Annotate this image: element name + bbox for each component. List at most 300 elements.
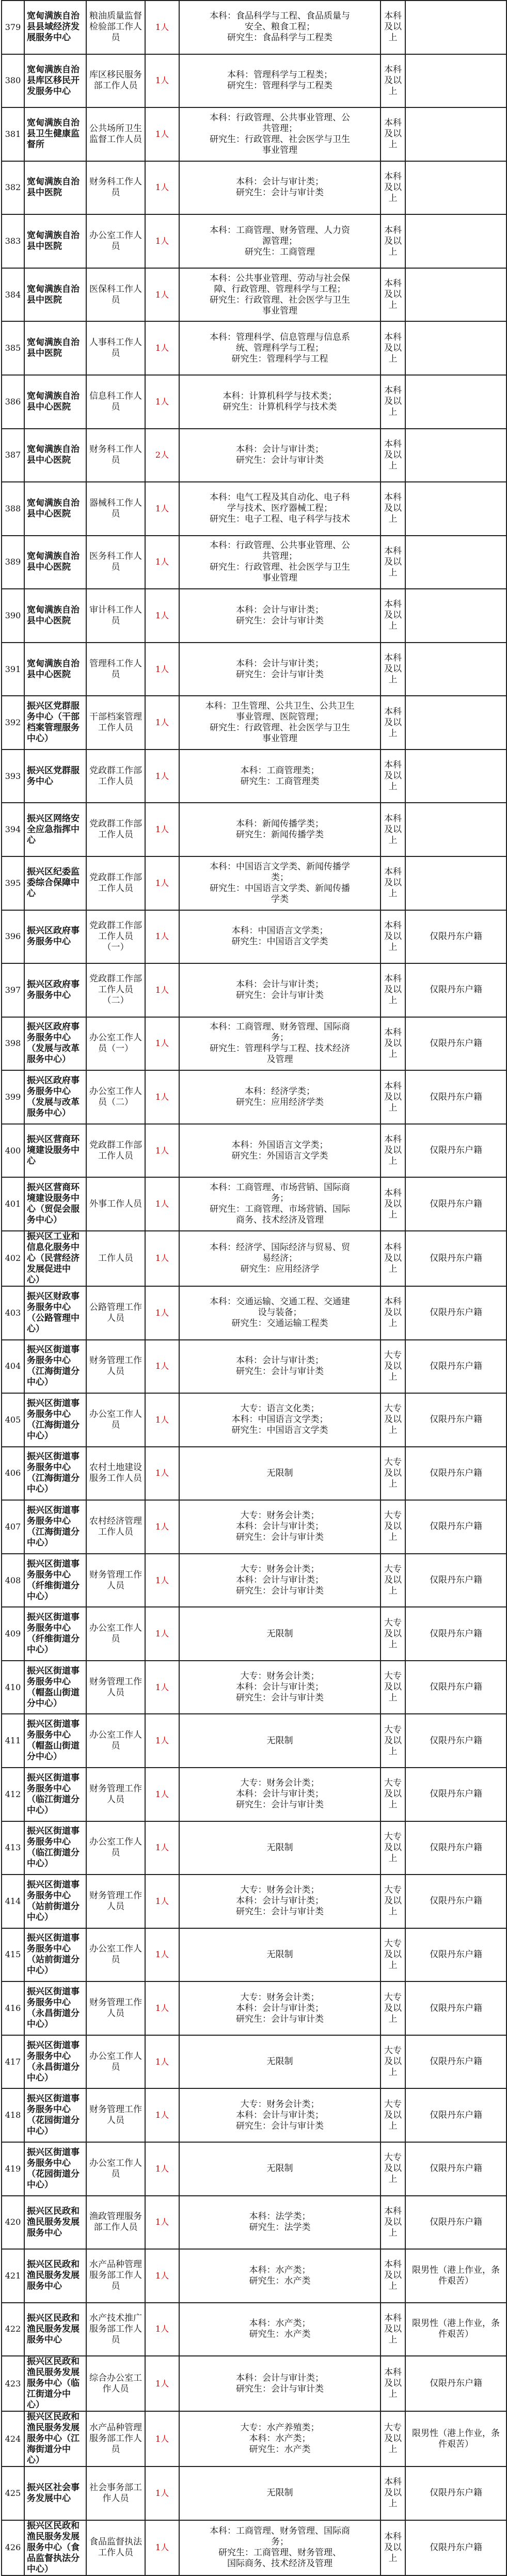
major-requirement <box>179 268 381 322</box>
major-line: 研究生：行政管理、社会医学与卫生 <box>210 294 350 305</box>
education-level: 大专及以上 <box>381 1821 405 1875</box>
row-index: 424 <box>2 2411 24 2466</box>
remarks <box>405 268 506 322</box>
remarks <box>405 321 506 375</box>
hire-count: 1人 <box>145 107 179 161</box>
remarks <box>405 214 506 268</box>
row-index: 404 <box>2 1340 24 1394</box>
table-row <box>2 161 506 215</box>
employer-unit: 振兴区街道事务服务中心（永昌街道分中心） <box>24 1981 86 2035</box>
education-level: 本科及以上 <box>381 107 405 161</box>
major-line: 研究生：法学类 <box>249 2222 311 2233</box>
major-line: 本科：工商管理、财务管理、国际商 <box>210 1022 350 1033</box>
position-name: 水产技术推广服务部工作人员 <box>86 2303 145 2356</box>
education-level: 大专及以上 <box>381 2411 405 2466</box>
education-level: 大专及以上 <box>381 2142 405 2196</box>
major-line: 研究生：食品科学与工程类 <box>227 33 332 43</box>
hire-count: 1人 <box>145 1928 179 1982</box>
employer-unit: 振兴区街道事务服务中心（站前街道分中心） <box>24 1875 86 1928</box>
row-index: 399 <box>2 1070 24 1124</box>
remarks: 仅限丹东户籍 <box>405 2356 506 2411</box>
position-name: 工作人员 <box>86 1231 145 1286</box>
remarks: 仅限丹东户籍 <box>405 2196 506 2250</box>
remarks: 仅限丹东户籍 <box>405 1928 506 1982</box>
major-line: 研究生：行政管理、社会医学与卫生 <box>210 134 350 145</box>
major-requirement <box>179 1231 381 1286</box>
position-name: 食品监督执法工作人员 <box>86 2520 145 2575</box>
major-requirement <box>179 2196 381 2250</box>
remarks: 仅限丹东户籍 <box>405 1981 506 2035</box>
major-line: 本科：工商管理、市场营销、国际商 <box>210 1182 350 1193</box>
major-line: 无限制 <box>266 2163 293 2174</box>
employer-unit: 振兴区街道事务服务中心（永昌街道分中心） <box>24 2035 86 2089</box>
employer-unit: 振兴区街道事务服务中心（帽盔山街道分中心） <box>24 1714 86 1768</box>
education-level: 本科及以上 <box>381 268 405 322</box>
remarks <box>405 750 506 803</box>
employer-unit: 宽甸满族自治县中心医院 <box>24 429 86 482</box>
major-line: 学类 <box>271 894 289 904</box>
row-index: 401 <box>2 1177 24 1231</box>
table-row <box>2 2303 506 2356</box>
employer-unit: 振兴区街道事务服务中心（临江街道分中心） <box>24 1768 86 1821</box>
remarks: 限男性（港上作业，条件艰苦） <box>405 2411 506 2466</box>
table-row <box>2 2356 506 2411</box>
major-line: 安全、粮食工程； <box>245 22 315 33</box>
major-line: 本科：会计与审计类； <box>236 1789 324 1800</box>
major-requirement <box>179 2303 381 2356</box>
education-level: 大专及以上 <box>381 1928 405 1982</box>
remarks: 仅限丹东户籍 <box>405 1393 506 1447</box>
major-line: 本科：行政管理、公共事业管理、公 <box>210 112 350 123</box>
major-requirement <box>179 910 381 964</box>
row-index: 388 <box>2 482 24 536</box>
major-line: 研究生：会计与审计类 <box>236 188 324 198</box>
major-line: 本科：经济学、国际经济与贸易、贸 <box>210 1242 350 1253</box>
row-index: 391 <box>2 643 24 696</box>
employer-unit: 振兴区民政和渔民服务发展服务中心 <box>24 2303 86 2356</box>
major-requirement <box>179 1017 381 1071</box>
hire-count: 1人 <box>145 268 179 322</box>
hire-count: 1人 <box>145 856 179 910</box>
major-line: 本科：水产类； <box>249 2318 311 2329</box>
major-line: 大专：语言文化类； <box>240 1403 320 1414</box>
position-name: 财务管理工作人员 <box>86 1554 145 1607</box>
position-name: 办公室工作人员 <box>86 1714 145 1768</box>
row-index: 413 <box>2 1821 24 1875</box>
position-name: 党政群工作部工作人员 <box>86 803 145 856</box>
major-requirement <box>179 696 381 750</box>
table-row <box>2 589 506 643</box>
remarks: 仅限丹东户籍 <box>405 1286 506 1340</box>
major-line: 研究生：会计与审计类 <box>236 1693 324 1704</box>
major-requirement <box>179 1928 381 1982</box>
major-line: 源管理； <box>262 236 297 246</box>
position-name: 办公室工作人员（一） <box>86 1017 145 1071</box>
table-row <box>2 1070 506 1124</box>
position-name: 办公室工作人员 <box>86 2035 145 2089</box>
row-index: 421 <box>2 2249 24 2303</box>
major-line: 障、行政管理、管理科学与工程； <box>214 284 346 294</box>
position-name: 党政群工作部工作人员 <box>86 856 145 910</box>
employer-unit: 振兴区工业和信息化服务中心（民营经济发展促进中心） <box>24 1231 86 1286</box>
major-line: 研究生：中国语言文学类 <box>231 936 328 947</box>
remarks: 仅限丹东户籍 <box>405 2088 506 2142</box>
major-line: 事业管理 <box>262 573 297 584</box>
remarks <box>405 803 506 856</box>
major-line: 本科：会计与审计类； <box>236 444 324 455</box>
position-name: 外事工作人员 <box>86 1177 145 1231</box>
major-line: 大专：财务会计类； <box>240 1992 320 2003</box>
hire-count: 1人 <box>145 963 179 1017</box>
table-row <box>2 2035 506 2089</box>
major-requirement <box>179 161 381 215</box>
major-requirement <box>179 1070 381 1124</box>
remarks <box>405 643 506 696</box>
education-level: 本科及以上 <box>381 750 405 803</box>
major-line: 统、管理科学与工程； <box>236 342 324 353</box>
education-level: 本科及以上 <box>381 2196 405 2250</box>
major-line: 本科：行政管理、公共事业管理、公 <box>210 540 350 551</box>
major-line: 研究生：交通运输工程类 <box>231 1318 328 1329</box>
position-name: 粮油质量监督检验部工作人员 <box>86 1 145 54</box>
position-name: 农村经济管理工作人员 <box>86 1500 145 1554</box>
hire-count: 2人 <box>145 429 179 482</box>
position-name: 财务管理工作人员 <box>86 1661 145 1714</box>
major-line: 研究生：工商管理类 <box>240 776 320 787</box>
table-row <box>2 1768 506 1821</box>
remarks <box>405 375 506 429</box>
major-line: 研究生：工商管理、市场营销、国际 <box>210 1204 350 1215</box>
education-level: 本科及以上 <box>381 2249 405 2303</box>
hire-count: 1人 <box>145 536 179 589</box>
major-requirement <box>179 1286 381 1340</box>
position-name: 财务管理工作人员 <box>86 1340 145 1394</box>
major-line: 本科：交通运输、交通工程、交通建 <box>210 1297 350 1307</box>
education-level: 本科及以上 <box>381 321 405 375</box>
major-requirement <box>179 2142 381 2196</box>
major-requirement <box>179 2520 381 2575</box>
table-row <box>2 482 506 536</box>
row-index: 395 <box>2 856 24 910</box>
major-line: 务； <box>271 1033 289 1043</box>
remarks: 仅限丹东户籍 <box>405 1768 506 1821</box>
row-index: 402 <box>2 1231 24 1286</box>
major-requirement <box>179 2249 381 2303</box>
major-line: 事业管理、医院管理； <box>236 712 324 723</box>
major-requirement <box>179 321 381 375</box>
employer-unit: 振兴区民政和渔民服务发展服务中心 <box>24 2196 86 2250</box>
employer-unit: 振兴区街道事务服务中心（江海街道分中心） <box>24 1340 86 1394</box>
table-row <box>2 1 506 54</box>
major-requirement <box>179 214 381 268</box>
major-line: 研究生：电子工程、电子科学与技术 <box>210 514 350 525</box>
row-index: 389 <box>2 536 24 589</box>
hire-count: 1人 <box>145 1447 179 1501</box>
major-requirement <box>179 856 381 910</box>
remarks: 仅限丹东户籍 <box>405 2142 506 2196</box>
hire-count: 1人 <box>145 1500 179 1554</box>
position-name: 医务科工作人员 <box>86 536 145 589</box>
row-index: 397 <box>2 963 24 1017</box>
major-line: 本科：会计与审计类； <box>236 2372 324 2383</box>
major-line: 研究生：会计与审计类 <box>236 2013 324 2024</box>
employer-unit: 振兴区党群服务中心 <box>24 750 86 803</box>
row-index: 380 <box>2 54 24 108</box>
employer-unit: 振兴区政府事务服务中心 <box>24 963 86 1017</box>
major-line: 本科：卫生管理、公共卫生、公共卫生 <box>205 701 355 712</box>
education-level: 本科及以上 <box>381 1124 405 1178</box>
employer-unit: 振兴区街道事务服务中心（临江街道分中心） <box>24 1821 86 1875</box>
table-row <box>2 963 506 1017</box>
major-line: 本科：中国语言文学类； <box>231 926 328 936</box>
education-level: 大专及以上 <box>381 1981 405 2035</box>
employer-unit: 振兴区街道事务服务中心（江海街道分中心） <box>24 1447 86 1501</box>
major-line: 本科：中国语言文学类、新闻传播学 <box>210 861 350 872</box>
major-line: 无限制 <box>266 1949 293 1960</box>
education-level: 本科及以上 <box>381 1 405 54</box>
hire-count: 1人 <box>145 2035 179 2089</box>
major-line: 研究生：外国语言文学类 <box>231 1150 328 1161</box>
education-level: 本科及以上 <box>381 536 405 589</box>
major-line: 研究生：行政管理、社会医学与卫生 <box>210 723 350 733</box>
hire-count: 1人 <box>145 1124 179 1178</box>
major-line: 研究生：管理科学与工程 <box>231 353 328 364</box>
employer-unit: 振兴区网络安全应急指挥中心 <box>24 803 86 856</box>
hire-count: 1人 <box>145 2196 179 2250</box>
major-line: 研究生：管理科学与工程类 <box>227 81 332 91</box>
major-requirement <box>179 1177 381 1231</box>
employer-unit: 振兴区街道事务服务中心（纤维街道分中心） <box>24 1607 86 1661</box>
table-row <box>2 429 506 482</box>
hire-count: 1人 <box>145 2142 179 2196</box>
employer-unit: 宽甸满族自治县中心医院 <box>24 536 86 589</box>
position-name: 医保科工作人员 <box>86 268 145 322</box>
major-line: 本科：会计与审计类； <box>236 1355 324 1366</box>
table-row <box>2 1607 506 1661</box>
major-line: 本科：会计与审计类； <box>236 2110 324 2120</box>
table-row <box>2 2088 506 2142</box>
remarks: 仅限丹东户籍 <box>405 1124 506 1178</box>
employer-unit: 宽甸满族自治县中心医院 <box>24 375 86 429</box>
position-name: 办公室工作人员 <box>86 1928 145 1982</box>
hire-count: 1人 <box>145 1 179 54</box>
table-row <box>2 856 506 910</box>
table-row <box>2 1714 506 1768</box>
remarks: 限男性（港上作业，条件艰苦） <box>405 2249 506 2303</box>
table-row <box>2 1286 506 1340</box>
remarks <box>405 482 506 536</box>
education-level: 本科及以上 <box>381 1017 405 1071</box>
major-line: 研究生：会计与审计类 <box>236 2383 324 2394</box>
table-row <box>2 1928 506 1982</box>
row-index: 407 <box>2 1500 24 1554</box>
remarks <box>405 1 506 54</box>
major-line: 本科：经济学类； <box>245 1086 315 1097</box>
employer-unit: 振兴区街道事务服务中心（帽盔山街道分中心） <box>24 1661 86 1714</box>
row-index: 394 <box>2 803 24 856</box>
employer-unit: 振兴区街道事务服务中心（江海街道分中心） <box>24 1500 86 1554</box>
hire-count: 1人 <box>145 321 179 375</box>
major-requirement <box>179 2088 381 2142</box>
employer-unit: 振兴区财政事务服务中心（公路管理中心） <box>24 1286 86 1340</box>
row-index: 385 <box>2 321 24 375</box>
major-line: 本科：会计与审计类； <box>236 1896 324 1907</box>
major-requirement <box>179 1607 381 1661</box>
table-row <box>2 1447 506 1501</box>
table-row <box>2 1231 506 1286</box>
major-requirement <box>179 1821 381 1875</box>
major-line: 本科：水产类； <box>249 2265 311 2275</box>
education-level: 大专及以上 <box>381 1447 405 1501</box>
education-level: 本科及以上 <box>381 1286 405 1340</box>
major-line: 研究生：应用经济学 <box>240 1263 320 1274</box>
major-line: 务； <box>271 2537 289 2548</box>
hire-count: 1人 <box>145 2088 179 2142</box>
major-line: 本科：工商管理类； <box>240 765 320 776</box>
education-level: 大专及以上 <box>381 1714 405 1768</box>
remarks: 仅限丹东户籍 <box>405 963 506 1017</box>
major-requirement <box>179 1661 381 1714</box>
major-line: 本科：会计与审计类； <box>236 1575 324 1586</box>
position-name: 水产品种管理服务部工作人员 <box>86 2249 145 2303</box>
row-index: 406 <box>2 1447 24 1501</box>
hire-count: 1人 <box>145 2356 179 2411</box>
table-row <box>2 1821 506 1875</box>
major-line: 研究生：会计与审计类 <box>236 1532 324 1543</box>
employer-unit: 宽甸满族自治县中心医院 <box>24 589 86 643</box>
major-line: 本科：电气工程及其自动化、电子科 <box>210 492 350 503</box>
hire-count: 1人 <box>145 1607 179 1661</box>
position-name: 财务管理工作人员 <box>86 1768 145 1821</box>
table-row <box>2 1875 506 1928</box>
education-level: 本科及以上 <box>381 2520 405 2575</box>
position-name: 农村土地建设服务工作人员 <box>86 1447 145 1501</box>
hire-count: 1人 <box>145 2411 179 2466</box>
table-row <box>2 1500 506 1554</box>
position-name: 综合办公室工作人员 <box>86 2356 145 2411</box>
major-requirement <box>179 963 381 1017</box>
table-row <box>2 268 506 322</box>
major-line: 研究生：计算机科学与技术类 <box>223 401 337 412</box>
major-line: 无限制 <box>266 1842 293 1853</box>
table-row <box>2 696 506 750</box>
education-level: 本科及以上 <box>381 696 405 750</box>
major-line: 本科：会计与审计类； <box>236 604 324 615</box>
position-name: 财务科工作人员 <box>86 161 145 215</box>
hire-count: 1人 <box>145 1875 179 1928</box>
major-requirement <box>179 1981 381 2035</box>
job-listing-table <box>1 0 507 2576</box>
major-line: 研究生：会计与审计类 <box>236 1800 324 1810</box>
row-index: 411 <box>2 1714 24 1768</box>
major-line: 研究生：会计与审计类 <box>236 669 324 680</box>
employer-unit: 振兴区营商环境建设服务中心 <box>24 1124 86 1178</box>
row-index: 409 <box>2 1607 24 1661</box>
position-name: 信息科工作人员 <box>86 375 145 429</box>
hire-count: 1人 <box>145 589 179 643</box>
major-requirement <box>179 2411 381 2466</box>
hire-count: 1人 <box>145 696 179 750</box>
major-requirement <box>179 107 381 161</box>
position-name: 财务管理工作人员 <box>86 1875 145 1928</box>
major-line: 研究生：会计与审计类 <box>236 1586 324 1597</box>
major-line: 本科：管理科学与工程类； <box>227 70 332 81</box>
major-line: 设与装备； <box>258 1307 302 1318</box>
row-index: 392 <box>2 696 24 750</box>
position-name: 党政群工作部工作人员（一） <box>86 910 145 964</box>
employer-unit: 振兴区街道事务服务中心（花园街道分中心） <box>24 2142 86 2196</box>
major-requirement <box>179 643 381 696</box>
employer-unit: 宽甸满族自治县中心医院 <box>24 482 86 536</box>
position-name: 办公室工作人员 <box>86 1393 145 1447</box>
row-index: 381 <box>2 107 24 161</box>
remarks <box>405 696 506 750</box>
education-level: 大专及以上 <box>381 1607 405 1661</box>
major-requirement <box>179 375 381 429</box>
row-index: 403 <box>2 1286 24 1340</box>
major-line: 本科：会计与审计类； <box>236 1521 324 1532</box>
employer-unit: 宽甸满族自治县中医院 <box>24 161 86 215</box>
major-line: 事业管理 <box>262 145 297 155</box>
table-row <box>2 1981 506 2035</box>
major-line: 无限制 <box>266 1467 293 1478</box>
major-line: 本科：会计与审计类； <box>236 658 324 669</box>
position-name: 办公室工作人员 <box>86 1607 145 1661</box>
education-level: 本科及以上 <box>381 161 405 215</box>
major-line: 本科：工商管理、财务管理、国际商 <box>210 2526 350 2537</box>
major-requirement <box>179 1554 381 1607</box>
hire-count: 1人 <box>145 1070 179 1124</box>
major-line: 研究生：新闻传播学类 <box>236 830 324 840</box>
table-row <box>2 321 506 375</box>
position-name: 党政群工作部工作人员（二） <box>86 963 145 1017</box>
table-row <box>2 1177 506 1231</box>
remarks: 仅限丹东户籍 <box>405 1447 506 1501</box>
education-level: 大专及以上 <box>381 1340 405 1394</box>
major-line: 类； <box>271 872 289 883</box>
employer-unit: 振兴区民政和渔民服务发展服务中心（食品监督执法分中心） <box>24 2520 86 2575</box>
hire-count: 1人 <box>145 161 179 215</box>
major-requirement <box>179 1768 381 1821</box>
position-name: 办公室工作人员 <box>86 2142 145 2196</box>
job-listing-sheet <box>1 0 506 2576</box>
hire-count: 1人 <box>145 2520 179 2575</box>
major-line: 国际商务、技术经济及管理 <box>227 2558 332 2569</box>
hire-count: 1人 <box>145 1981 179 2035</box>
position-name: 办公室工作人员 <box>86 214 145 268</box>
remarks: 仅限丹东户籍 <box>405 2520 506 2575</box>
employer-unit: 宽甸满族自治县库区移民开发服务中心 <box>24 54 86 108</box>
major-line: 研究生：应用经济学类 <box>236 1097 324 1108</box>
row-index: 415 <box>2 1928 24 1982</box>
hire-count: 1人 <box>145 2303 179 2356</box>
hire-count: 1人 <box>145 643 179 696</box>
hire-count: 1人 <box>145 1231 179 1286</box>
hire-count: 1人 <box>145 1177 179 1231</box>
employer-unit: 振兴区政府事务服务中心（发展与改革服务中心） <box>24 1017 86 1071</box>
hire-count: 1人 <box>145 1821 179 1875</box>
major-requirement <box>179 1340 381 1394</box>
job-rows <box>2 1 506 2575</box>
employer-unit: 宽甸满族自治县县域经济发展服务中心 <box>24 1 86 54</box>
position-name: 公共场所卫生监督工作人员 <box>86 107 145 161</box>
major-line: 本科：计算机科学与技术类； <box>223 391 337 401</box>
major-line: 研究生：管理科学与工程、技术经济 <box>210 1043 350 1054</box>
employer-unit: 宽甸满族自治县中心医院 <box>24 643 86 696</box>
employer-unit: 振兴区街道事务服务中心（花园街道分中心） <box>24 2088 86 2142</box>
row-index: 405 <box>2 1393 24 1447</box>
remarks: 仅限丹东户籍 <box>405 1177 506 1231</box>
